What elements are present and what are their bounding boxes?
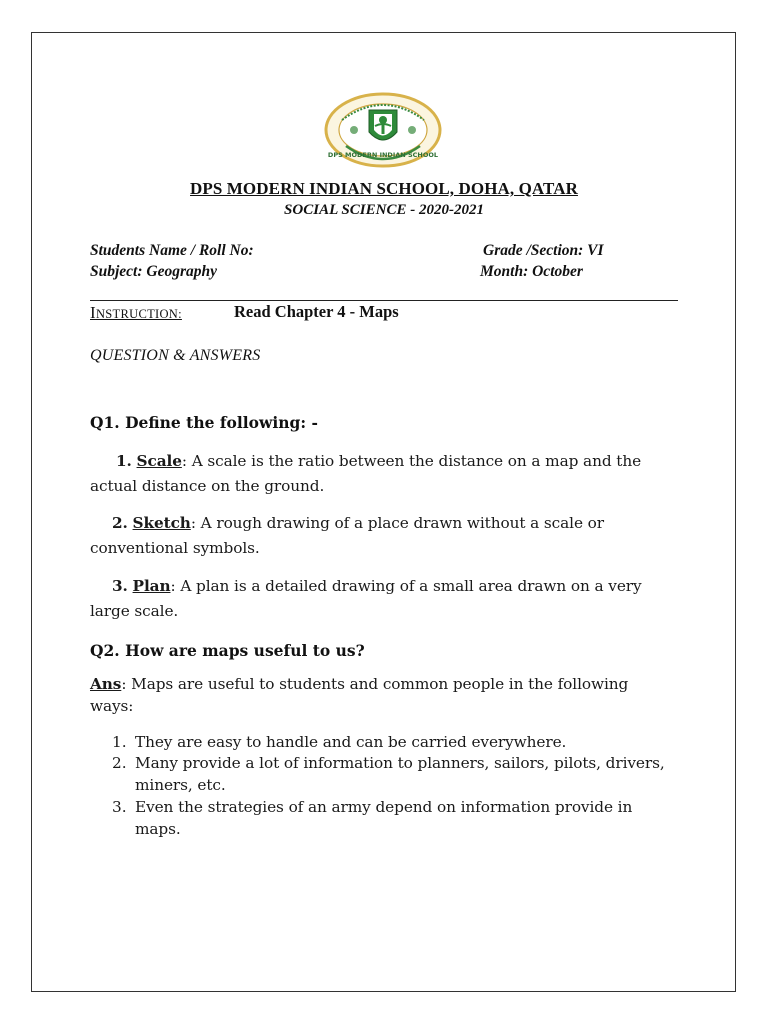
answer-intro [90,675,628,693]
header-divider [90,300,678,301]
definition-scale-cont: actual distance on the ground. [90,477,325,495]
subject-year-subtitle: SOCIAL SCIENCE - 2020-2021 [284,202,484,218]
list-item-cont: miners, etc. [135,776,226,794]
answer-intro-cont: ways: [90,697,134,715]
school-crest-logo [324,92,442,168]
question-1: Q1. Define the following: - [90,413,318,432]
definition-plan-cont: large scale. [90,602,179,620]
definition-number: 2. [112,514,128,532]
instruction-label-rest: NSTRUCTION: [95,307,182,321]
subject-label: Subject: Geography [90,263,218,280]
definition-term: Scale [136,452,182,470]
list-item-number: 1. [112,733,127,751]
list-item: Even the strategies of an army depend on information provide in [135,798,633,816]
list-item-number: 3. [112,798,127,816]
answer-text: : Maps are useful to students and common people in the following [121,675,629,693]
definition-text: : A scale is the ratio between the distance on a map and the [181,452,642,470]
definition-text: : A plan is a detailed drawing of a small area drawn on a very [170,577,642,595]
list-item: Many provide a lot of information to planners, sailors, pilots, drivers, [135,754,665,772]
student-name-label: Students Name / Roll No: [90,242,254,259]
instruction-label-initial: I [90,303,96,322]
list-item-number: 2. [112,754,127,772]
list-item: They are easy to handle and can be carried everywhere. [135,733,567,751]
definition-text: : A rough drawing of a place drawn without a scale or [190,514,604,532]
instruction-label [90,303,182,323]
definition-sketch [112,514,604,532]
list-item-cont: maps. [135,820,181,838]
page-border [31,32,736,992]
definition-number: 1. [116,452,132,470]
definition-term: Sketch [132,514,191,532]
definition-scale [116,452,641,470]
definition-term: Plan [132,577,171,595]
question-2: Q2. How are maps useful to us? [90,641,365,660]
grade-section-label: Grade /Section: VI [483,242,604,259]
instruction-text: Read Chapter 4 - Maps [234,302,399,321]
definition-number: 3. [112,577,128,595]
definition-plan [112,577,642,595]
qa-heading: QUESTION & ANSWERS [90,347,261,364]
logo-text: DPS MODERN INDIAN SCHOOL [327,151,439,159]
school-name-heading: DPS MODERN INDIAN SCHOOL, DOHA, QATAR [190,179,578,198]
month-label: Month: October [480,263,583,280]
definition-sketch-cont: conventional symbols. [90,539,260,557]
answer-label: Ans [90,675,122,693]
